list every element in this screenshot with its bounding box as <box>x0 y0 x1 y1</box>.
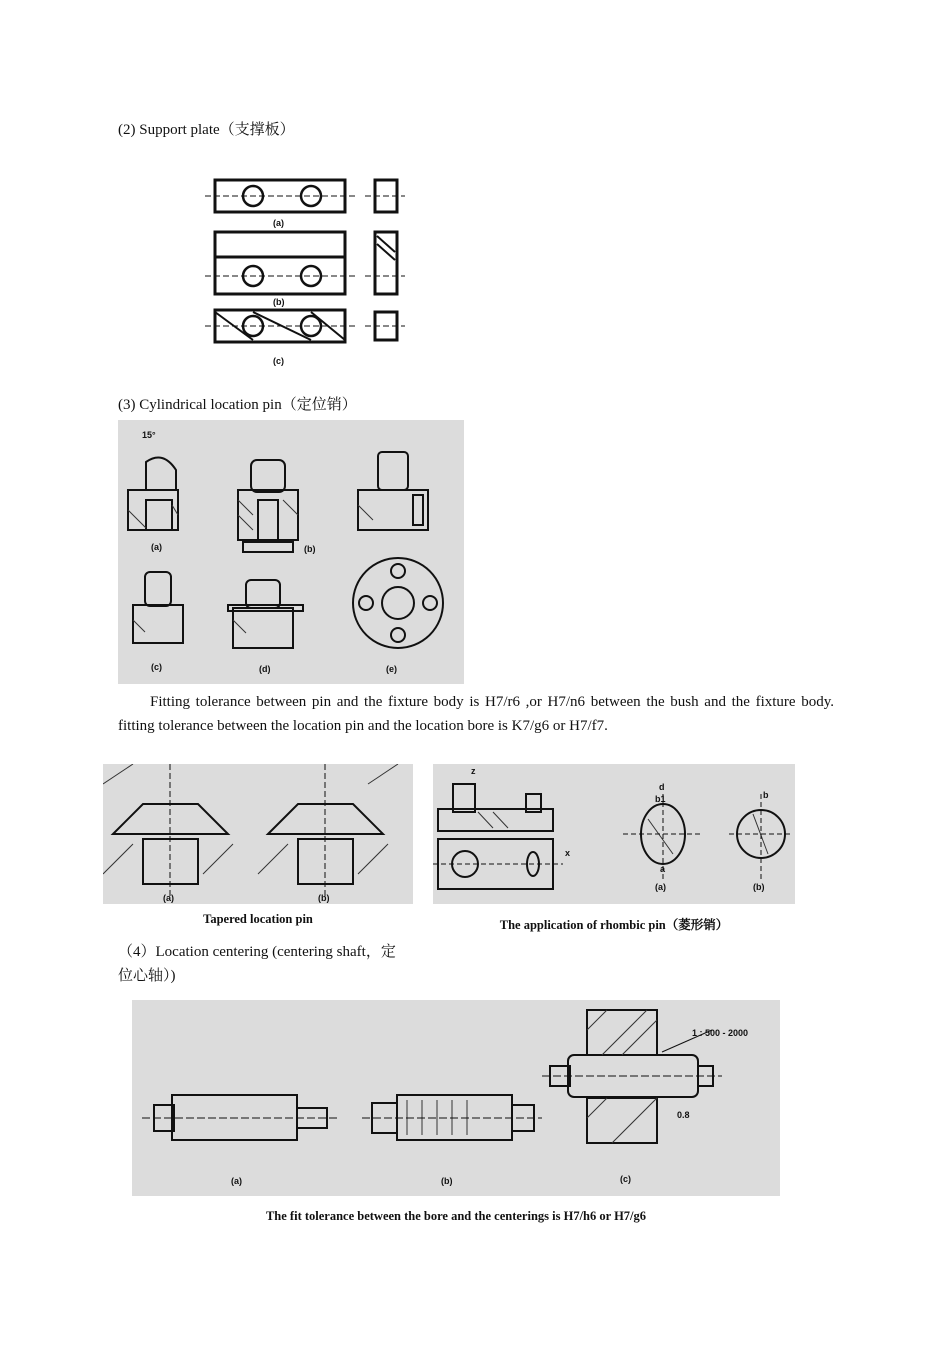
rhombic-label-fig-b: (b) <box>753 882 765 892</box>
support-label-a: (a) <box>273 218 284 228</box>
centering-heading: （4）Location centering (centering shaft，定位心轴）) <box>118 944 396 984</box>
pin-label-d: (d) <box>259 664 271 674</box>
support-label-b: (b) <box>273 297 285 307</box>
centering-label-b: (b) <box>441 1176 453 1186</box>
rhombic-pin-figure <box>433 764 795 904</box>
rhombic-label-z: z <box>471 766 476 776</box>
rhombic-label-x: x <box>565 848 571 858</box>
rhombic-label-d: d <box>659 782 665 792</box>
pin-label-b: (b) <box>304 544 316 554</box>
cylindrical-pin-heading: (3) Cylindrical location pin（定位销） <box>118 397 357 413</box>
pin-label-e: (e) <box>386 664 397 674</box>
pin-label-a: (a) <box>151 542 162 552</box>
fitting-tolerance-paragraph: Fitting tolerance between pin and the fixture body is H7/r6 ,or H7/n6 between the bush and the fixture body. fitting tolerance between the location pin and the location bore is K7/g6 or H7/f7. <box>118 694 834 734</box>
support-label-c: (c) <box>273 356 284 366</box>
rhombic-label-a: a <box>660 864 666 874</box>
tapered-pin-figure <box>103 764 413 904</box>
centering-label-taper: 1 : 500 - 2000 <box>692 1028 749 1038</box>
rhombic-label-b: b <box>763 790 769 800</box>
tapered-label-a: (a) <box>163 893 174 903</box>
centering-shaft-figure <box>132 1000 780 1196</box>
centering-caption: The fit tolerance between the bore and the centerings is H7/h6 or H7/g6 <box>265 1209 647 1223</box>
centering-label-c: (c) <box>620 1174 631 1184</box>
tapered-label-b: (b) <box>318 893 330 903</box>
centering-label-roughness: 0.8 <box>677 1110 690 1120</box>
support-plate-heading: (2) Support plate（支撑板） <box>118 122 295 138</box>
tapered-pin-caption: Tapered location pin <box>203 912 313 926</box>
support-plate-figure <box>205 172 415 372</box>
pin-label-angle: 15° <box>142 430 156 440</box>
rhombic-label-fig-a: (a) <box>655 882 666 892</box>
pin-label-c: (c) <box>151 662 162 672</box>
rhombic-pin-caption: The application of rhombic pin（菱形销） <box>499 918 729 932</box>
cylindrical-pin-figure <box>118 420 464 684</box>
rhombic-label-b1: b1 <box>655 794 666 804</box>
centering-label-a: (a) <box>231 1176 242 1186</box>
